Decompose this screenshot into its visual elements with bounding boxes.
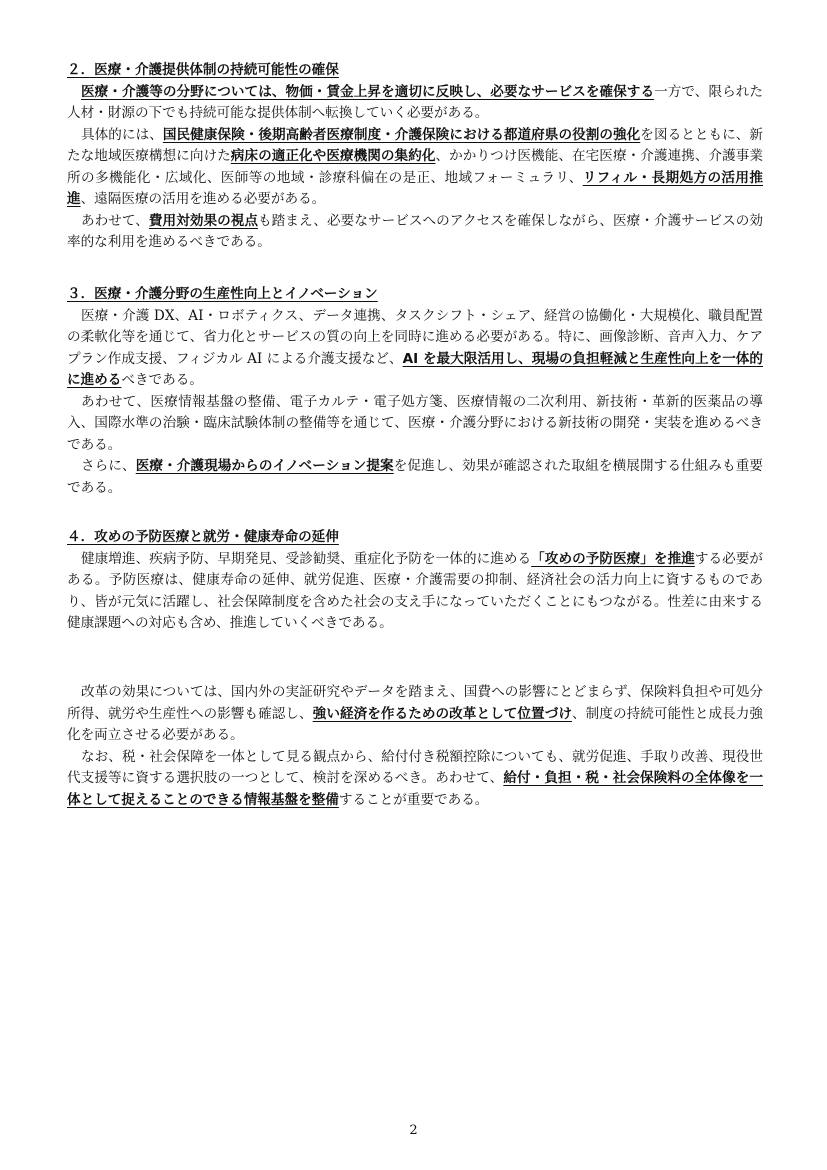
closing-section [67, 682, 763, 811]
body-text: を図るとともに、新たな地域医療構想に向けた [67, 126, 764, 164]
section-3 [67, 284, 763, 499]
emphasized-text: 国民健康保険・後期高齢者医療制度・介護保険における都道府県の役割の強化 [162, 126, 641, 143]
body-text: する必要がある。予防医療は、健康寿命の延伸、就労促進、医療・介護需要の抑制、経済社会の活力向上に資するものであり、皆が元気に活躍し、社会保障制度を含めた社会の支え手になっていただくことにもつながる。性差に由来する健康課題への対応も含め、推進していくべきである。 [67, 550, 764, 631]
body-text: 改革の効果については、国内外の実証研究やデータを踏まえ、国費への影響にとどまらず、保険料負担や可処分所得、就労や生産性への影響も確認し、 [67, 684, 763, 722]
closing-paragraph-2 [67, 747, 763, 812]
section-3-paragraph-1 [67, 306, 763, 392]
section-2-heading: ２．医療・介護提供体制の持続可能性の確保 [67, 62, 339, 78]
emphasized-text: AI を最大限活用し、現場の負担軽減と生産性向上を一体的に進める [67, 350, 763, 388]
body-text: も踏まえ、必要なサービスへのアクセスを確保しながら、医療・介護サービスの効率的な利用を進めるべきである。 [67, 212, 764, 250]
body-text: なお、税・社会保障を一体として見る観点から、給付付き税額控除についても、就労促進、手取り改善、現役世代支援等に資する選択肢の一つとして、検討を深めるべき。あわせて、 [67, 748, 763, 786]
section-2-paragraph-2 [67, 125, 763, 211]
body-text: 健康増進、疾病予防、早期発見、受診勧奨、重症化予防を一体的に進める [81, 550, 532, 567]
section-3-heading: ３．医療・介護分野の生産性向上とイノベーション [67, 286, 378, 302]
emphasized-text: 医療・介護現場からのイノベーション提案 [135, 458, 394, 474]
body-text: 、かかりつけ医機能、在宅医療・介護連携、介護事業所の多機能化・広域化、医師等の地域・診療科偏在の是正、地域フォーミュラリ、 [67, 148, 764, 186]
closing-paragraph-1 [67, 682, 763, 747]
section-4-heading: ４．攻めの予防医療と就労・健康寿命の延伸 [67, 529, 339, 545]
page-number: 2 [409, 1123, 418, 1138]
body-text: 医療・介護 DX、AI・ロボティクス、データ連携、タスクシフト・シェア、経営の協働化・大規模化、職員配置の柔軟化等を通じて、省力化とサービスの質の向上を同時に進める必要がある。特に、画像診断、音声入力、ケアプラン作成支援、フィジカル AI による介護支援など、 [67, 307, 763, 367]
emphasized-text: 給付・負担・税・社会保険料の全体像を一体として捉えることのできる情報基盤を整備 [67, 770, 763, 808]
section-4 [67, 527, 763, 635]
body-text: を促進し、効果が確認された取組を横展開する仕組みも重要である。 [67, 458, 763, 496]
body-text: 、制度の持続可能性と成長力強化を両立させる必要がある。 [67, 705, 764, 743]
body-text: 、遠隔医療の活用を進める必要がある。 [80, 191, 326, 207]
body-text: べきである。 [121, 372, 203, 388]
section-3-paragraph-3 [67, 456, 763, 499]
emphasized-text: 強い経済を作るための改革として位置づけ [312, 705, 572, 722]
section-2 [67, 60, 763, 254]
section-2-paragraph-1 [67, 82, 763, 125]
body-text: あわせて、医療情報基盤の整備、電子カルテ・電子処方箋、医療情報の二次利用、新技術・革新的医薬品の導入、国際水準の治験・臨床試験体制の整備等を通じて、医療・介護分野における新技術の開発・実装を進めるべきである。 [67, 393, 763, 453]
emphasized-text: 「攻めの予防医療」を推進 [531, 550, 695, 567]
section-2-paragraph-3 [67, 211, 763, 254]
section-3-paragraph-2 [67, 392, 763, 457]
emphasized-text: リフィル・長期処方の活用推進 [67, 169, 763, 207]
emphasized-text: 費用対効果の視点 [148, 212, 259, 229]
emphasized-text: 病床の適正化や医療機関の集約化 [230, 148, 436, 164]
body-text: 具体的には、 [81, 126, 163, 143]
section-4-paragraph-1 [67, 549, 763, 635]
body-text: 一方で、限られた人材・財源の下でも持続可能な提供体制へ転換していく必要がある。 [67, 83, 763, 121]
body-text: さらに、 [81, 458, 136, 474]
body-text: あわせて、 [81, 212, 149, 229]
body-text: することが重要である。 [338, 791, 489, 808]
emphasized-text: 医療・介護等の分野については、物価・賃金上昇を適切に反映し、必要なサービスを確保する [81, 83, 655, 100]
